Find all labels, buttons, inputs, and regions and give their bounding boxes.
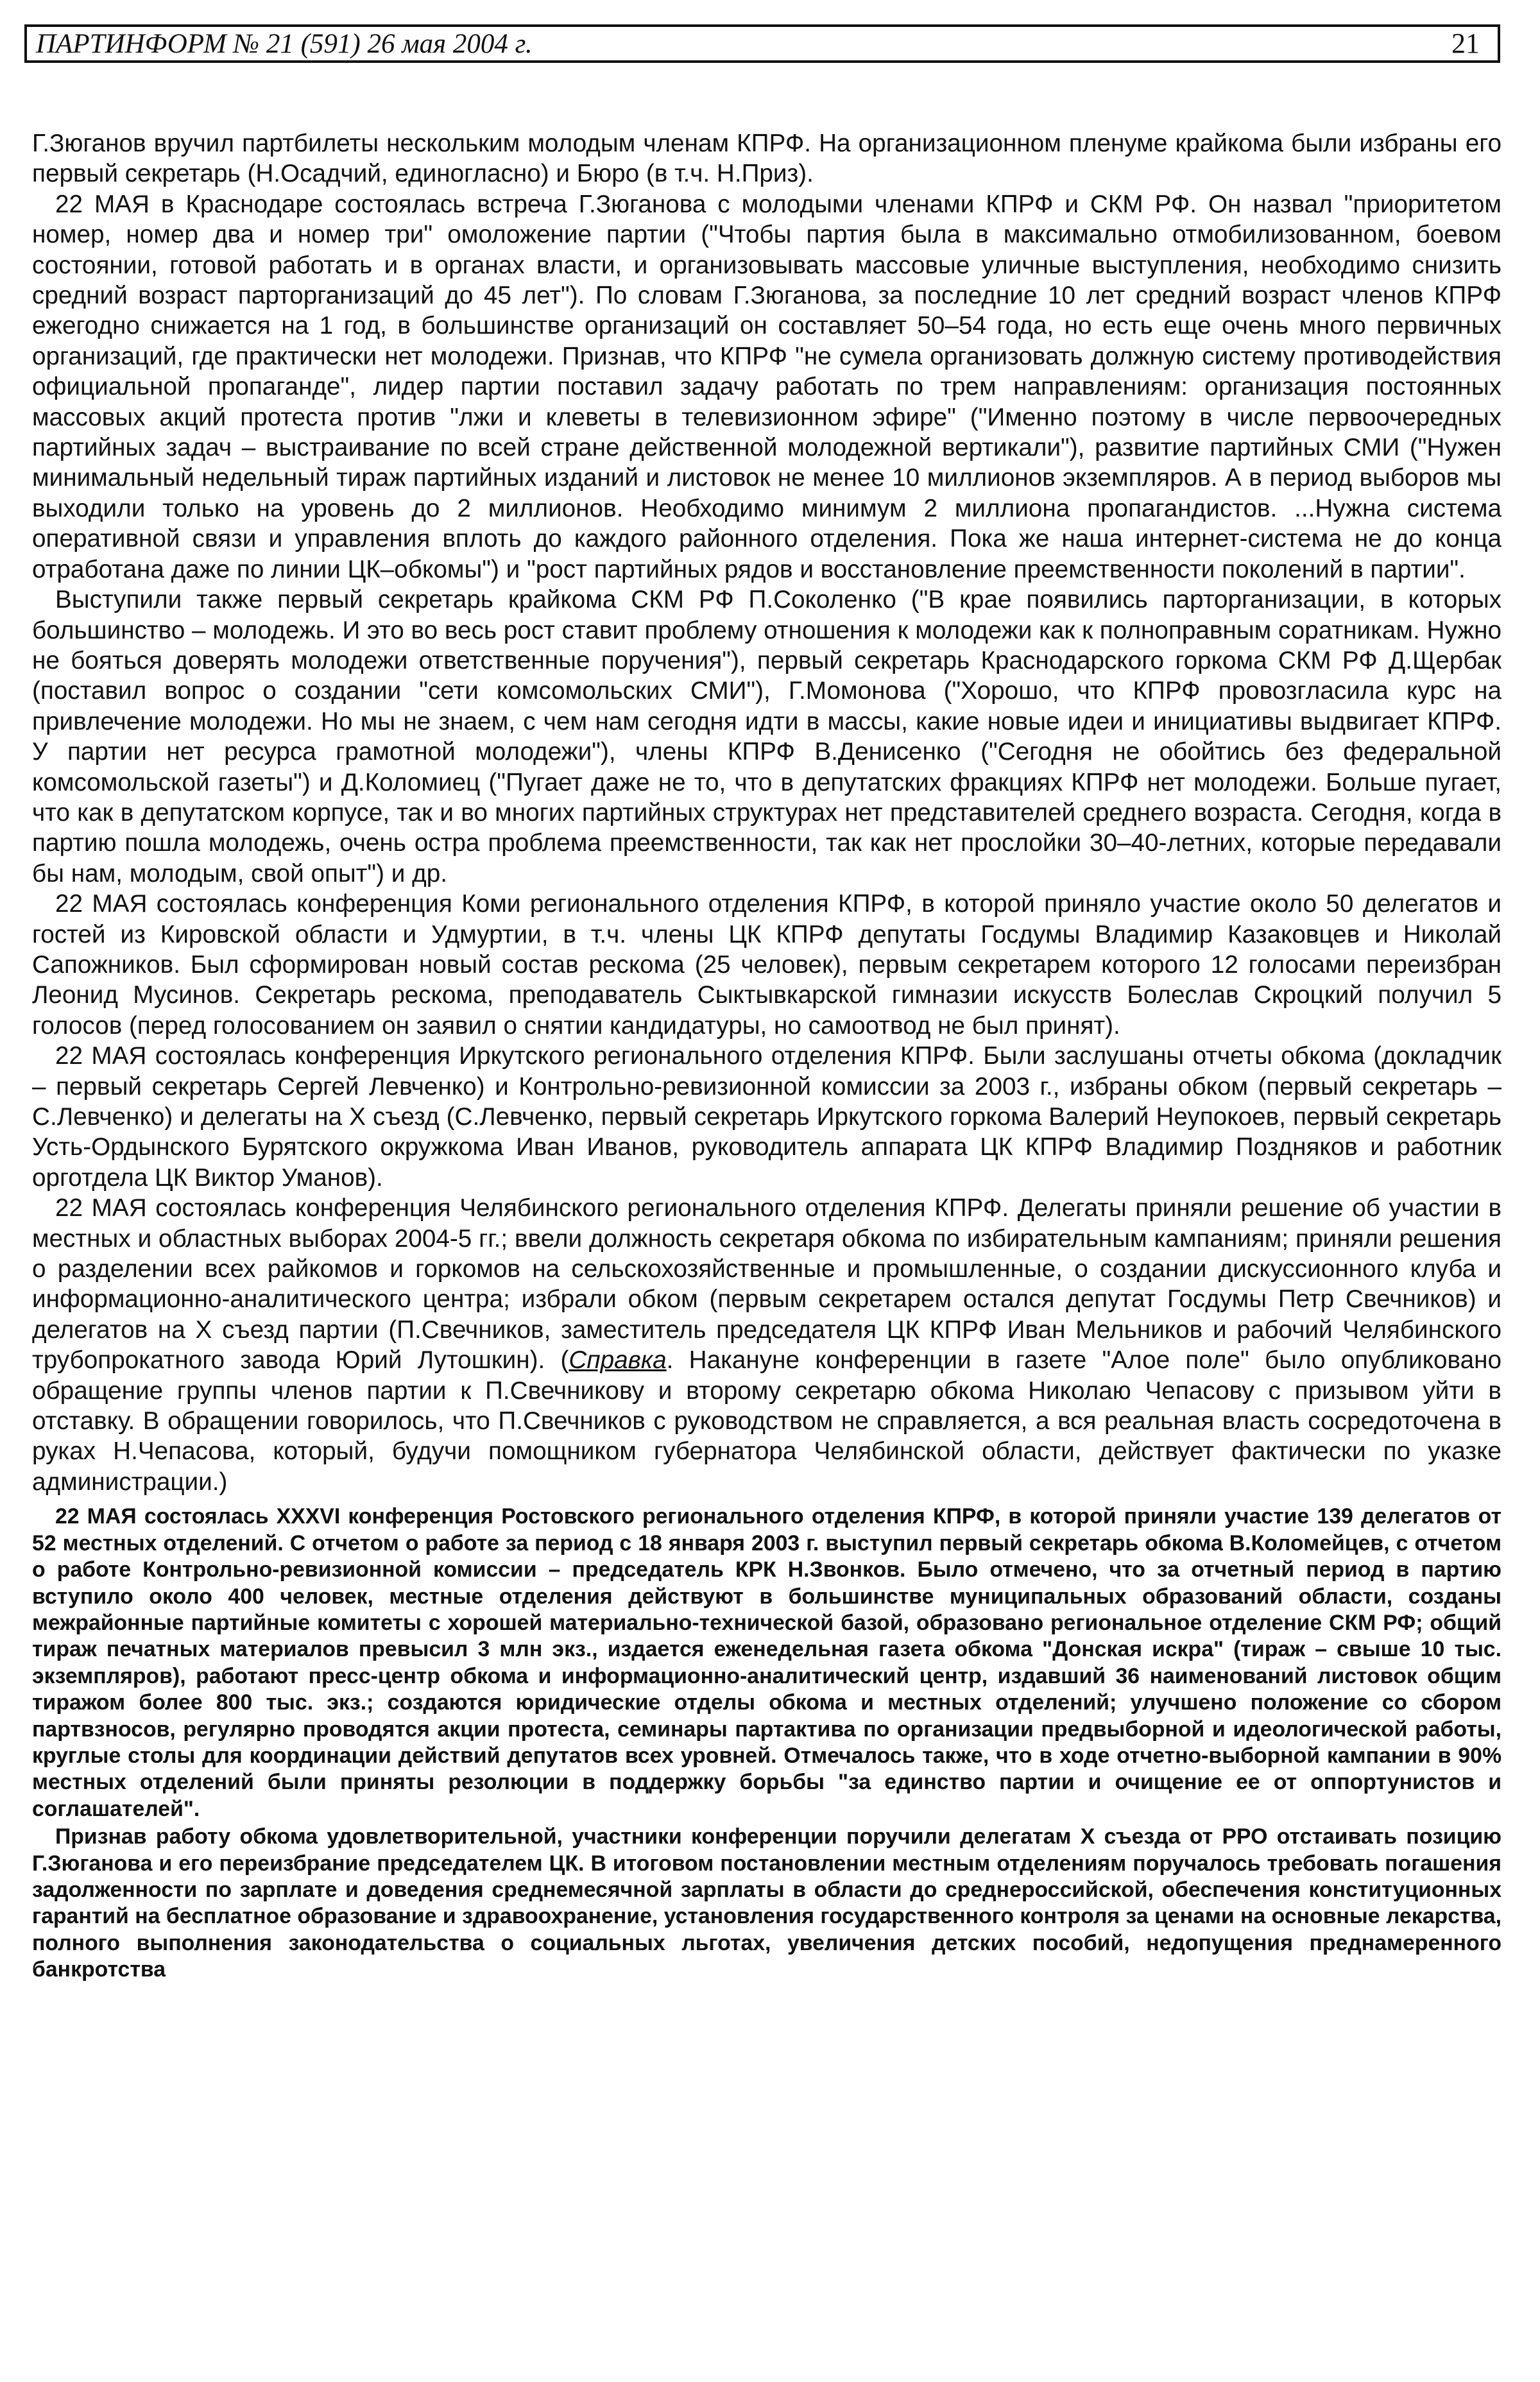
- paragraph-8: Признав работу обкома удовлетворительной, участники конференции поручили делегатам X съезда от РРО отстаивать позицию Г.Зюганова и его переизбрание председателем ЦК. В итоговом постановлении местным отделениям поручалось требовать погашения задолженности по зарплате и доведения среднемесячной зарплаты в области до среднероссийской, обеспечения конституционных гарантий на бесплатное образование и здравоохранение, установления государственного контроля за ценами на основные лекарства, полного выполнения законодательства о социальных льготах, увеличения детских пособий, недопущения преднамеренного банкротства: [32, 1824, 1502, 1982]
- paragraph-6-part-b: . Накануне конференции в газете "Алое поле" было опубликовано обращение группы членов партии к П.Свечникову и второму секретарю обкома Николаю Чепасову с призывом уйти в отставку. В обращении говорилось, что П.Свечников с руководством не справляется, а вся реальная власть сосредоточена в руках Н.Чепасова, который, будучи помощником губернатора Челябинской области, действует фактически по указке администрации.): [32, 1346, 1502, 1496]
- paragraph-5: 22 МАЯ состоялась конференция Иркутского регионального отделения КПРФ. Были заслушаны отчеты обкома (докладчик – первый секретарь Сергей Левченко) и Контрольно-ревизионной комиссии за 2003 г., избраны обком (первый секретарь – С.Левченко) и делегаты на X съезд (С.Левченко, первый секретарь Иркутского горкома Валерий Неупокоев, первый секретарь Усть-Ордынского Бурятского окружкома Иван Иванов, руководитель аппарата ЦК КПРФ Владимир Поздняков и работник орготдела ЦК Виктор Уманов).: [32, 1042, 1502, 1192]
- publication-title: ПАРТИНФОРМ № 21 (591) 26 мая 2004 г.: [36, 28, 533, 59]
- page-number: 21: [1451, 28, 1480, 59]
- paragraph-4: 22 МАЯ состоялась конференция Коми регионального отделения КПРФ, в которой приняло участие около 50 делегатов и гостей из Кировской области и Удмуртии, в т.ч. члены ЦК КПРФ депутаты Госдумы Владимир Казаковцев и Николай Сапожников. Был сформирован новый состав рескома (25 человек), первым секретарем которого 12 голосами переизбран Леонид Мусинов. Секретарь рескома, преподаватель Сыктывкарской гимназии искусств Болеслав Скроцкий получил 5 голосов (перед голосованием он заявил о снятии кандидатуры, но самоотвод не был принят).: [32, 890, 1502, 1040]
- paragraph-6: [32, 1193, 1502, 1497]
- paragraph-2: 22 МАЯ в Краснодаре состоялась встреча Г.Зюганова с молодыми членами КПРФ и СКМ РФ. Он назвал "приоритетом номер, номер два и номер три" омоложение партии ("Чтобы партия была в максимально отмобилизованном, боевом состоянии, готовой работать и в органах власти, и организовывать массовые уличные выступления, необходимо снизить средний возраст парторганизаций до 45 лет"). По словам Г.Зюганова, за последние 10 лет средний возраст членов КПРФ ежегодно снижается на 1 год, в большинстве организаций он составляет 50–54 года, но есть еще очень много первичных организаций, где практически нет молодежи. Признав, что КПРФ "не сумела организовать должную систему противодействия официальной пропаганде", лидер партии поставил задачу работать по трем направлениям: организация постоянных массовых акций протеста против "лжи и клеветы в телевизионном эфире" ("Именно поэтому в числе первоочередных партийных задач – выстраивание по всей стране действенной молодежной вертикали"), развитие партийных СМИ ("Нужен минимальный недельный тираж партийных изданий и листовок не менее 10 миллионов экземпляров. А в период выборов мы выходили только на уровень до 2 миллионов. Необходимо минимум 2 миллиона пропагандистов. ...Нужна система оперативной связи и управления вплоть до каждого районного отделения. Пока же наша интернет-система не до конца отработана даже по линии ЦК–обкомы") и "рост партийных рядов и восстановление преемственности поколений в партии".: [32, 190, 1502, 583]
- paragraph-6-part-a: 22 МАЯ состоялась конференция Челябинского регионального отделения КПРФ. Делегаты приняли решение об участии в местных и областных выборах 2004-5 гг.; ввели должность секретаря обкома по избирательным кампаниям; приняли решения о разделении всех райкомов и горкомов на сельскохозяйственные и промышленные, о создании дискуссионного клуба и информационно-аналитического центра; избрали обком (первым секретарем остался депутат Госдумы Петр Свечников) и делегатов на X съезд партии (П.Свечников, заместитель председателя ЦК КПРФ Иван Мельников и рабочий Челябинского трубопрокатного завода Юрий Лутошкин). (: [32, 1194, 1502, 1375]
- paragraph-3: Выступили также первый секретарь крайкома СКМ РФ П.Соколенко ("В крае появились парторганизации, в которых большинство – молодежь. И это во весь рост ставит проблему отношения к молодежи как к полноправным соратникам. Нужно не бояться доверять молодежи ответственные поручения"), первый секретарь Краснодарского горкома СКМ РФ Д.Щербак (поставил вопрос о создании "сети комсомольских СМИ"), Г.Момонова ("Хорошо, что КПРФ провозгласила курс на привлечение молодежи. Но мы не знаем, с чем нам сегодня идти в массы, какие новые идеи и инициативы выдвигает КПРФ. У партии нет ресурса грамотной молодежи"), члены КПРФ В.Денисенко ("Сегодня не обойтись без федеральной комсомольской газеты") и Д.Коломиец ("Пугает даже не то, что в депутатских фракциях КПРФ нет молодежи. Больше пугает, что как в депутатском корпусе, так и во многих партийных структурах нет представителей среднего возраста. Сегодня, когда в партию пошла молодежь, очень остра проблема преемственности, так как нет прослойки 30–40-летних, которые передавали бы нам, молодым, свой опыт") и др.: [32, 586, 1502, 887]
- article-body: [32, 128, 1502, 1984]
- reference-note-label: Справка: [569, 1346, 667, 1375]
- page-header: [24, 24, 1500, 63]
- paragraph-7: 22 МАЯ состоялась XXXVI конференция Ростовского регионального отделения КПРФ, в которой приняли участие 139 делегатов от 52 местных отделений. С отчетом о работе за период с 18 января 2003 г. выступил первый секретарь обкома В.Коломейцев, с отчетом о работе Контрольно-ревизионной комиссии – председатель КРК Н.Звонков. Было отмечено, что за отчетный период в партию вступило около 400 человек, местные отделения действуют в большинстве муниципальных образований области, созданы межрайонные партийные комитеты с хорошей материально-технической базой, образовано региональное отделение СКМ РФ; общий тираж печатных материалов превысил 3 млн экз., издается еженедельная газета обкома "Донская искра" (тираж – свыше 10 тыс. экземпляров), работают пресс-центр обкома и информационно-аналитический центр, издавший 36 наименований листовок общим тиражом более 800 тыс. экз.; создаются юридические отделы обкома и местных отделений; улучшено положение со сбором партвзносов, регулярно проводятся акции протеста, семинары партактива по организации предвыборной и идеологической работы, круглые столы для координации действий депутатов всех уровней. Отмечалось также, что в ходе отчетно-выборной кампании в 90% местных отделений были приняты резолюции в поддержку борьбы "за единство партии и очищение ее от оппортунистов и соглашателей".: [32, 1504, 1502, 1821]
- paragraph-1: Г.Зюганов вручил партбилеты нескольким молодым членам КПРФ. На организационном пленуме крайкома были избраны его первый секретарь (Н.Осадчий, единогласно) и Бюро (в т.ч. Н.Приз).: [32, 130, 1502, 188]
